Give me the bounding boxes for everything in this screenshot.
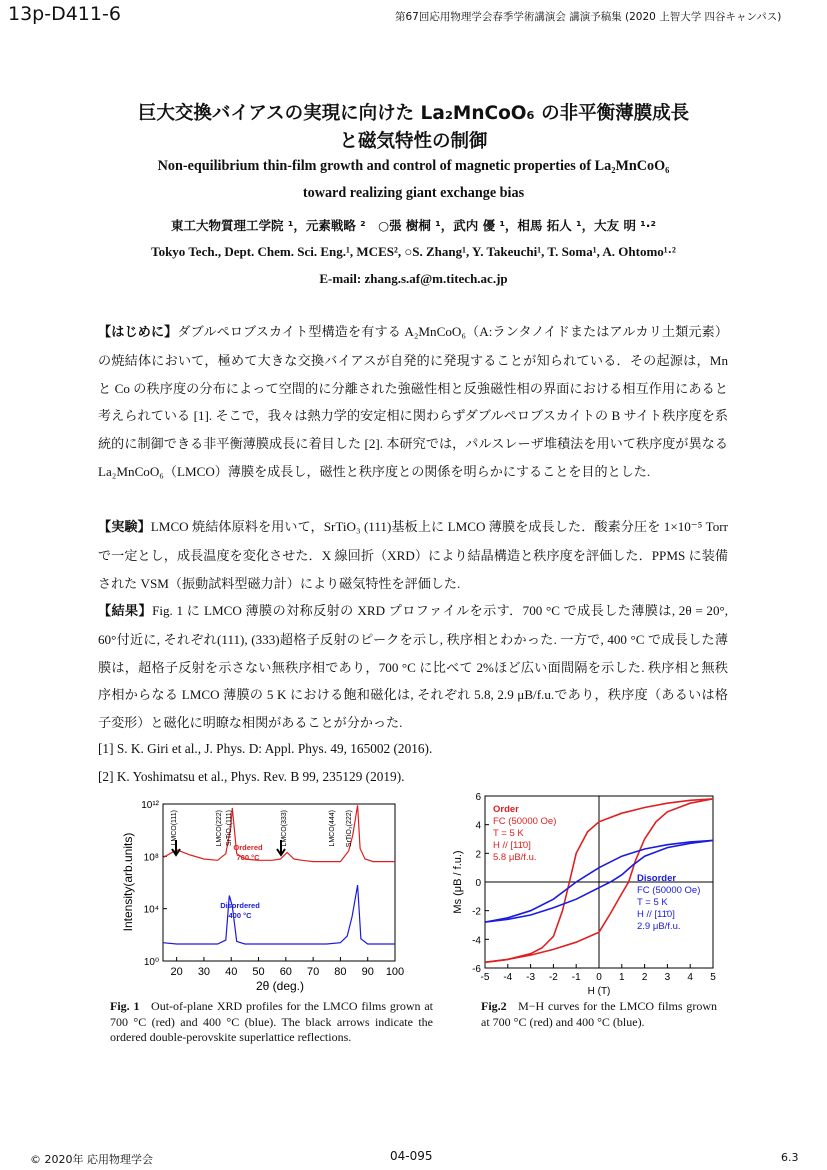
fig1-peak-label: LMCO(444) — [329, 810, 336, 847]
fig2-legend-line: Order — [493, 804, 519, 815]
results-heading: 【結果】 — [98, 604, 153, 619]
disordered-label: Disordered — [220, 901, 260, 910]
fig1-x-tick-label: 70 — [306, 966, 320, 978]
authors-en: Tokyo Tech., Dept. Chem. Sci. Eng.¹, MCES², ○S. Zhang¹, Y. Takeuchi¹, T. Soma¹, A. Ohtomo¹·² — [151, 244, 676, 259]
fig2-y-tick-label: 2 — [475, 849, 481, 861]
fig1-plot-frame — [163, 804, 395, 961]
fig1-peak-label: SrTiO₃(222) — [346, 810, 353, 848]
fig1-series-disordered — [163, 885, 395, 944]
intro-paragraph — [98, 318, 728, 486]
title-en-line2: toward realizing giant exchange bias — [302, 185, 525, 201]
fig2-x-tick-label: -1 — [571, 972, 581, 983]
fig2-mh-chart — [445, 790, 725, 998]
fig2-legend-line: FC (50000 Oe) — [637, 885, 701, 896]
reference-2: [2] K. Yoshimatsu et al., Phys. Rev. B 99, 235129 (2019). — [98, 769, 405, 784]
experiment-paragraph — [98, 513, 728, 597]
intro-heading: 【はじめに】 — [98, 325, 178, 340]
fig1-x-tick-label: 60 — [279, 966, 292, 978]
fig1-x-axis-label: 2θ (deg.) — [255, 979, 305, 993]
fig1-caption-label: Fig. 1 — [110, 999, 140, 1013]
title-en-line1: Non-equilibrium thin-film growth and control of magnetic properties of La₂MnCoO₆ — [157, 158, 670, 174]
fig2-y-tick-label: -4 — [472, 935, 481, 947]
experiment-heading: 【実験】 — [98, 520, 151, 535]
fig2-x-tick-label: -3 — [526, 972, 536, 983]
fig2-x-tick-label: 2 — [641, 972, 648, 983]
paper-code: 13p-D411-6 — [8, 3, 121, 25]
fig2-legend-order — [493, 804, 556, 863]
results-text: Fig. 1 に LMCO 薄膜の対称反射の XRD プロファイルを示す．700 °C で成長した薄膜は, 2θ = 20°, 60°付近に, それぞれ(111), (333)超格子反射のピークを示し, 秩序相とわかった. 一方で, 400 °C で成長した薄膜は，超格子反射を示さない無秩序相であり，700 °C に比べて 2%ほど広い面間隔を示した. 秩序相と無秩序相からなる LMCO 薄膜の 5 K における飽和磁化は, それぞれ 5.8, 2.9 μB/f.u.であり，秩序度（あるいは格子変形）と磁化に明瞭な相関があることが分かった. — [98, 603, 729, 731]
fig1-peak-label: LMCO(333) — [281, 810, 288, 847]
fig2-caption — [481, 999, 717, 1030]
fig2-x-axis-label: H (T) — [587, 986, 611, 997]
fig1-peak-label: SrTiO₃(111) — [226, 810, 233, 847]
footer-page-number: 04-095 — [390, 1149, 433, 1163]
fig2-y-tick-label: -6 — [472, 964, 481, 975]
intro-text: ダブルペロブスカイト型構造を有する A₂MnCoO₆（A:ランタノイドまたはアルカリ土類元素）の焼結体において，極めて大きな交換バイアスが自発的に発現することが知られている．その起源は，Mn と Co の秩序度の分布によって空間的に分離された強磁性相と反強磁性相の界面における相互作用にあると考えられている [1]. そこで，我々は熱力学的安定相に関わらずダブルペロブスカイトの B サイト秩序度を系統的に制御できる非平衡薄膜成長に着目した [2]. 本研究では，パルスレーザ堆積法を用いて秩序度が異なる La₂MnCoO₆（LMCO）薄膜を成長し，磁性と秩序度との関係を明らかにすることを目的とした. — [98, 324, 728, 479]
fig1-caption-text: Out-of-plane XRD profiles for the LMCO films grown at 700 °C (red) and 400 °C (blue). The black arrows indicate the ordered double-perovskite superlattice reflections. — [110, 999, 434, 1044]
fig1-peak-labels — [171, 810, 353, 847]
reference-1: [1] S. K. Giri et al., J. Phys. D: Appl. Phys. 49, 165002 (2016). — [98, 741, 433, 756]
footer-copyright: © 2020年 応用物理学会 — [30, 1153, 153, 1166]
fig1-peak-label: LMCO(111) — [171, 810, 178, 846]
fig1-caption — [110, 999, 433, 1046]
fig1-peak-label: LMCO(222) — [216, 810, 223, 847]
fig2-y-ticks — [472, 792, 489, 975]
fig1-y-tick-label: 10⁴ — [143, 904, 159, 916]
fig2-legend-line: Disorder — [637, 873, 677, 884]
fig2-legend-line: H // [11̄0] — [637, 909, 675, 920]
fig1-x-tick-label: 50 — [252, 966, 265, 978]
fig1-y-tick-label: 10⁰ — [143, 957, 159, 968]
footer-section: 6.3 — [781, 1151, 799, 1164]
fig2-x-ticks — [481, 964, 717, 983]
fig1-x-tick-label: 80 — [334, 966, 347, 978]
fig1-y-tick-label: 10⁸ — [143, 852, 159, 864]
fig2-y-tick-label: -2 — [472, 906, 481, 918]
fig1-x-tick-label: 20 — [170, 966, 183, 978]
fig2-caption-label: Fig.2 — [481, 999, 507, 1013]
fig1-x-ticks — [171, 957, 405, 978]
fig2-x-tick-label: 5 — [710, 972, 716, 983]
fig2-x-tick-label: -2 — [548, 972, 558, 983]
author-email: E-mail: zhang.s.af@m.titech.ac.jp — [319, 271, 508, 286]
fig2-legend-line: H // [11̄0] — [493, 840, 531, 851]
fig2-legend-line: 5.8 μB/f.u. — [493, 852, 537, 863]
fig2-x-tick-label: -4 — [503, 972, 513, 983]
fig1-series — [163, 805, 395, 944]
fig2-y-axis-label: Ms (μB / f.u.) — [452, 850, 464, 914]
conference-header: 第67回応用物理学会春季学術講演会 講演予稿集 (2020 上智大学 四谷キャンパス) — [395, 11, 782, 23]
fig2-legend-line: 2.9 μB/f.u. — [637, 921, 681, 932]
fig2-y-tick-label: 0 — [475, 878, 481, 889]
fig2-x-tick-label: 3 — [664, 972, 671, 983]
fig1-x-tick-label: 40 — [225, 966, 238, 978]
fig2-caption-text: M−H curves for the LMCO films grown at 700 °C (red) and 400 °C (blue). — [481, 999, 718, 1029]
fig2-y-tick-label: 6 — [475, 792, 481, 803]
fig2-x-tick-label: 4 — [687, 972, 693, 983]
disordered-temp-label: 400 °C — [228, 911, 252, 920]
fig2-x-tick-label: 1 — [619, 972, 625, 983]
fig2-legend-line: FC (50000 Oe) — [493, 816, 557, 827]
fig2-x-tick-label: -5 — [480, 972, 490, 983]
fig1-y-axis-label: Intensity(arb.units) — [121, 832, 135, 932]
results-paragraph — [98, 597, 728, 737]
title-ja-line2: と磁気特性の制御 — [339, 131, 488, 152]
fig1-x-tick-label: 30 — [197, 966, 211, 978]
fig1-x-tick-label: 100 — [385, 966, 405, 978]
fig1-xrd-chart — [108, 796, 408, 996]
authors-ja: 東工大物質理工学院 ¹，元素戦略 ² ○張 樹桐 ¹，武内 優 ¹，相馬 拓人 ¹，大友 明 ¹·² — [171, 218, 656, 233]
fig1-x-tick-label: 90 — [361, 966, 374, 978]
ordered-label: Ordered — [233, 843, 263, 852]
fig2-x-tick-label: 0 — [596, 972, 602, 983]
experiment-text: LMCO 焼結体原料を用いて，SrTiO₃ (111)基板上に LMCO 薄膜を成長した．酸素分圧を 1×10⁻⁵ Torr で一定とし，成長温度を変化させた．X 線回折（XRD）により結晶構造と秩序度を評価した．PPMS に装備された VSM（振動試料型磁力計）により磁気特性を評価した. — [98, 519, 728, 591]
fig2-y-tick-label: 4 — [475, 820, 481, 832]
title-ja-line1: 巨大交換バイアスの実現に向けた La₂MnCoO₆ の非平衡薄膜成長 — [137, 103, 690, 124]
fig2-legend-line: T = 5 K — [637, 897, 668, 908]
fig2-legend-line: T = 5 K — [493, 828, 524, 839]
fig1-y-tick-label: 10¹² — [141, 800, 159, 811]
ordered-temp-label: 700 °C — [236, 853, 260, 862]
